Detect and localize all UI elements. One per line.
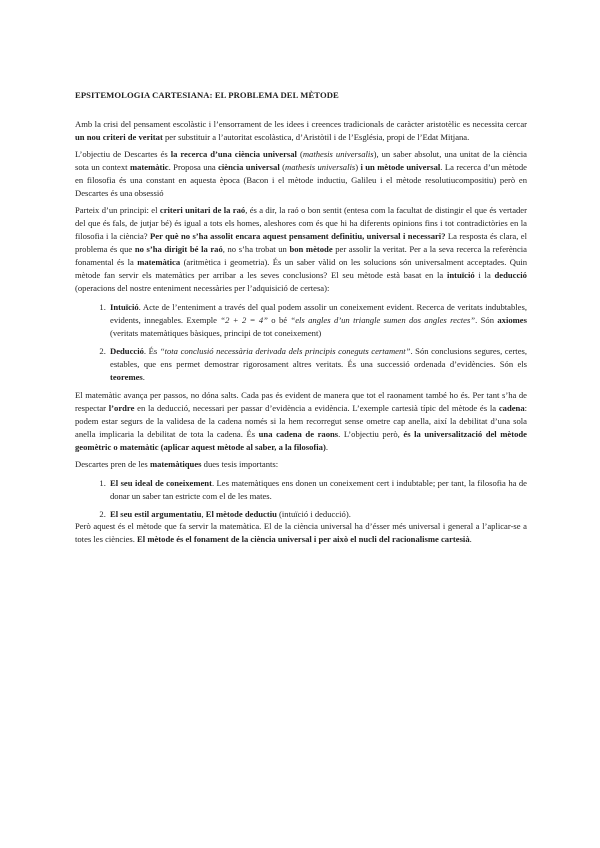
list-item-deduction: 2. Deducció. És “tota conclusió necessària derivada dels principis coneguts certament”. Són conclusions segures, certes, estables, que ens permet demostrar rigorosament altres veritats. És una successió ordenada d’evidències. Són els teoremes. <box>108 345 527 384</box>
method-list <box>75 301 527 384</box>
paragraph-theses: Descartes pren de les matemàtiques dues tesis importants: <box>75 459 279 469</box>
list-item-intuition: 1. Intuïció. Acte de l’enteniment a través del qual podem assolir un coneixement evident. Recerca de veritats indubtables, evidents, innegables. Exemple “2 + 2 = 4” o bé “els angles d’un triangle sumen dos angles rectes”. Són axiomes (veritats matemàtiques bàsiques, principi de tot coneixement) <box>108 301 527 340</box>
list-item-style: 2. El seu estil argumentatiu, El mètode deductiu (intuïció i deducció). <box>108 508 527 521</box>
document-title: EPSITEMOLOGIA CARTESIANA: EL PROBLEMA DEL MÈTODE <box>75 90 339 100</box>
paragraph-objective: L’objectiu de Descartes és la recerca d’una ciència universal (mathesis universalis), un saber absolut, una unitat de la ciència sota un context matemàtic. Proposa una ciència universal (mathesis universalis) i un mètode universal. La recerca d’un mètode en filosofia és una constant en aquesta època (Bacon i el mètode inductiu, Galileu i el mètode resolutiucompositiu) però en Descartes és una obsessió <box>75 149 527 198</box>
list-item-ideal: 1. El seu ideal de coneixement. Les matemàtiques ens donen un coneixement cert i indubtable; per tant, la filosofia ha de donar un saber tan estricte com el de les mates. <box>108 477 527 503</box>
paragraph-intro: Amb la crisi del pensament escolàstic i l’ensorrament de les idees i creences tradicionals de caràcter aristotèlic es necessita cercar un nou criteri de veritat per substituir a l’autoritat escolàstica, d’Aristòtil i de l’Església, propi de l’Edat Mitjana. <box>75 119 527 142</box>
document-body <box>75 90 527 550</box>
paragraph-conclusion: Però aquest és el mètode que fa servir la matemàtica. El de la ciència universal ha d’ésser més universal i general a l’aplicar-se a totes les ciències. El mètode és el fonament de la ciència universal i per això el nucli del racionalisme cartesià. <box>75 521 527 544</box>
paragraph-reason: Parteix d’un principi: el criteri unitari de la raó, és a dir, la raó o bon sentit (entesa com la facultat de distingir el que és vertader del que és fals, de jutjar bé) és igual a tots els homes, aleshores com és que hi ha diferents opinions fins i tot contradictòries en la filosofia i la ciència? Per què no s’ha assolit encara aquest pensament definitiu, universal i necessari? La resposta és clara, el problema és que no s’ha dirigit bé la raó, no s’ha trobat un bon mètode per assolir la veritat. Per a la seva recerca la referència fonamental és la matemàtica (aritmètica i geometria). És un saber vàlid on les solucions són universalment acceptades. Quin mètode fan servir els matemàtics per arribar a les seves conclusions? El seu mètode està basat en la intuïció i la deducció (operacions del nostre enteniment necessàries per l’adquisició de certesa): <box>75 205 528 293</box>
paragraph-chain: El matemàtic avança per passos, no dóna salts. Cada pas és evident de manera que tot el raonament també ho és. Per tant s’ha de respectar l’ordre en la deducció, necessari per passar d’evidència a evidència. L’exemple cartesià típic del mètode és la cadena: podem estar segurs de la validesa de la cadena només si la hem recorregut sense ometre cap anella, així la debilitat d’una sola anella implicaria la debilitat de tota la cadena. És una cadena de raons. L’objectiu però, és la universalització del mètode geomètric o matemàtic (aplicar aquest mètode al saber, a la filosofia). <box>75 390 527 452</box>
theses-list <box>75 477 527 521</box>
